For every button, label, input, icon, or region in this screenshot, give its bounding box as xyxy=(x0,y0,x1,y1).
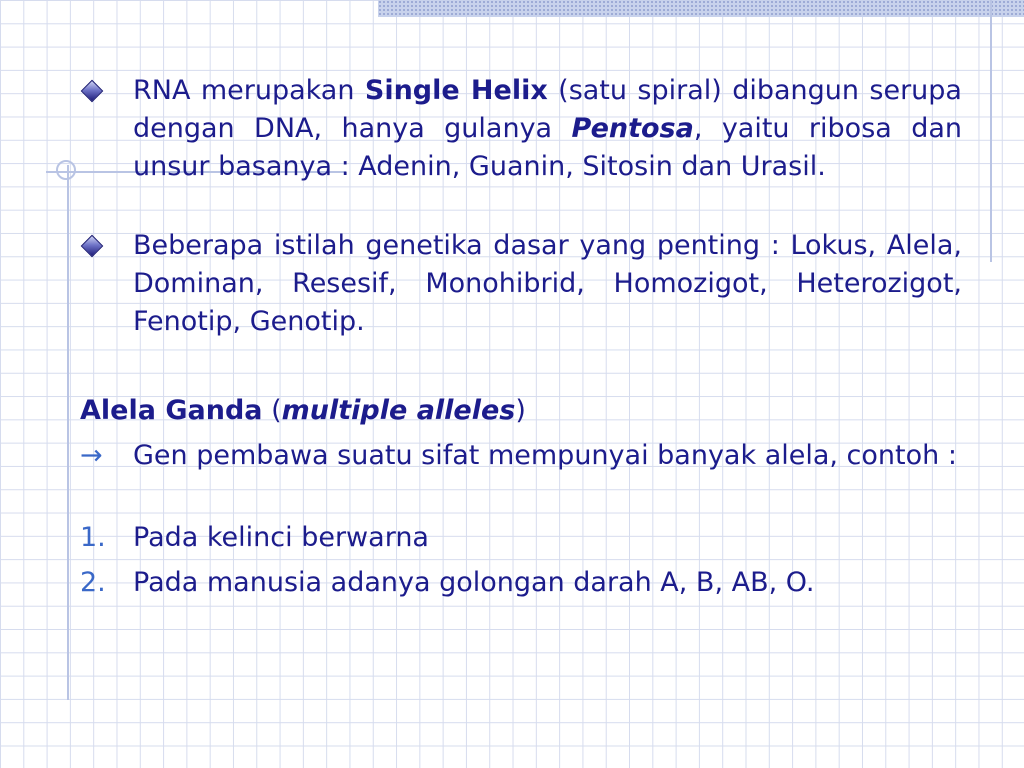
heading-bold-text: Alela Ganda xyxy=(80,395,263,426)
bullet1-bold-pentosa: Pentosa xyxy=(571,113,694,144)
bullet1-bold-single-helix: Single Helix xyxy=(364,75,548,106)
bullet1-text-2: (satu spiral) dibangun serupa dengan DNA, hanya gulanya xyxy=(133,75,962,144)
list-item-2: Pada manusia adanya golongan darah A, B, AB, O. xyxy=(133,567,815,598)
bullet1-text-1: RNA merupakan xyxy=(133,75,365,106)
heading-close-paren: ) xyxy=(515,395,526,426)
right-arrow-icon: → xyxy=(80,440,103,471)
heading-italic-text: multiple alleles xyxy=(281,395,516,426)
frame-circle-ornament xyxy=(56,160,76,180)
bullet2-text: Beberapa istilah genetika dasar yang penting : Lokus, Alela, Dominan, Resesif, Monohibrid, Homozigot, Heterozigot, Fenotip, Genotip. xyxy=(133,230,962,337)
list-item-1: Pada kelinci berwarna xyxy=(133,522,429,553)
arrow-item-text: Gen pembawa suatu sifat mempunyai banyak alela, contoh : xyxy=(133,440,957,471)
section-heading-alela-ganda xyxy=(80,392,526,430)
bullet-genetic-terms xyxy=(133,227,962,341)
diamond-bullet-icon xyxy=(84,83,100,99)
bullet-rna-description xyxy=(133,72,962,186)
frame-left-line xyxy=(67,165,69,700)
list-number-1: 1. xyxy=(80,522,106,553)
frame-right-line xyxy=(990,0,992,262)
list-number-2: 2. xyxy=(80,567,106,598)
top-decorative-band xyxy=(378,0,1024,17)
heading-open-paren: ( xyxy=(262,395,282,426)
diamond-bullet-icon xyxy=(84,238,100,254)
bullet1-text-3: , yaitu ribosa dan unsur basanya : Adenin, Guanin, Sitosin dan Urasil. xyxy=(133,113,962,182)
